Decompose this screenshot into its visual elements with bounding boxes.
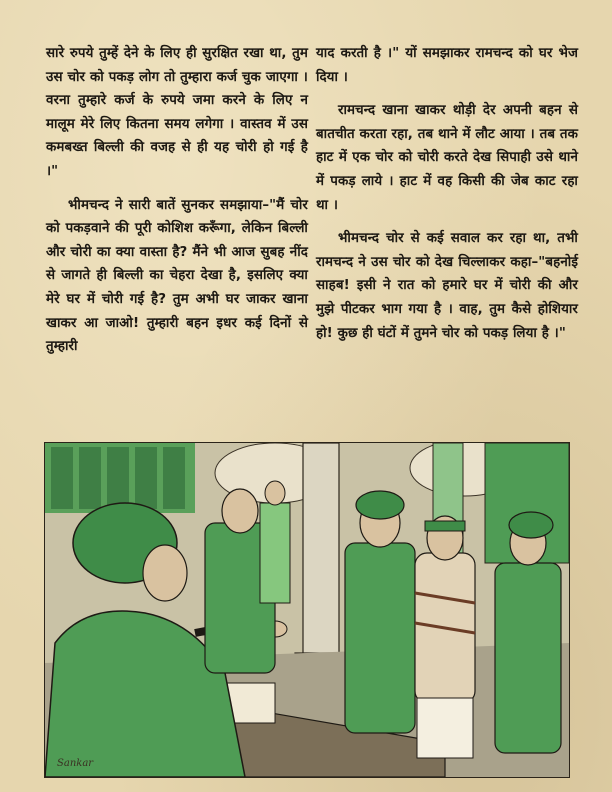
illustration-drawing — [45, 443, 569, 777]
artist-signature: Sankar — [57, 758, 94, 769]
story-illustration — [44, 442, 570, 778]
right-paragraph-3: भीमचन्द चोर से कई सवाल कर रहा था, तभी रामचन्द ने उस चोर को देख चिल्लाकर कहा–"बहनोई साहब! इसी ने रात को हमारे घर में चोरी की और मुझे पीटकर भाग गया है । वाह, तुम कैसे होशियार हो! कुछ ही घंटों में तुमने चोर को पकड़ लिया है ।" — [316, 231, 578, 341]
left-paragraph-2: भीमचन्द ने सारी बातें सुनकर समझाया–"मैं चोर को पकड़वाने की पूरी कोशिश करूँगा, लेकिन बिल्ली और चोरी का क्या वास्ता है? मैंने भी आज सुबह नींद से जागते ही बिल्ली का चेहरा देखा है, इसलिए क्या मेरे घर में चोरी गई है? तुम अभी घर जाकर खाना खाकर आ जाओ! तुम्हारी बहन इधर कई दिनों से तुम्हारी — [46, 197, 308, 355]
right-text-column — [316, 42, 578, 345]
right-paragraph-2: रामचन्द खाना खाकर थोड़ी देर अपनी बहन से बातचीत करता रहा, तब थाने में लौट आया । तब तक हाट में एक चोर को चोरी करते देख सिपाही उसे थाने में पकड़ लाये । हाट में वह किसी की जेब काट रहा था । — [316, 103, 578, 213]
left-text-column — [46, 42, 308, 359]
right-paragraph-1: याद करती है ।" यों समझाकर रामचन्द को घर भेज दिया । — [316, 46, 578, 85]
left-paragraph-1: सारे रुपये तुम्हें देने के लिए ही सुरक्षित रखा था, तुम उस चोर को पकड़ लोग तो तुम्हारा कर्ज चुक जाएगा । वरना तुम्हारे कर्ज के रुपये जमा करने के लिए न मालूम मेरे लिए कितना समय लगेगा । वास्तव में उस कमबख्त बिल्ली की वजह से ही यह चोरी हो गई है ।" — [46, 46, 308, 179]
